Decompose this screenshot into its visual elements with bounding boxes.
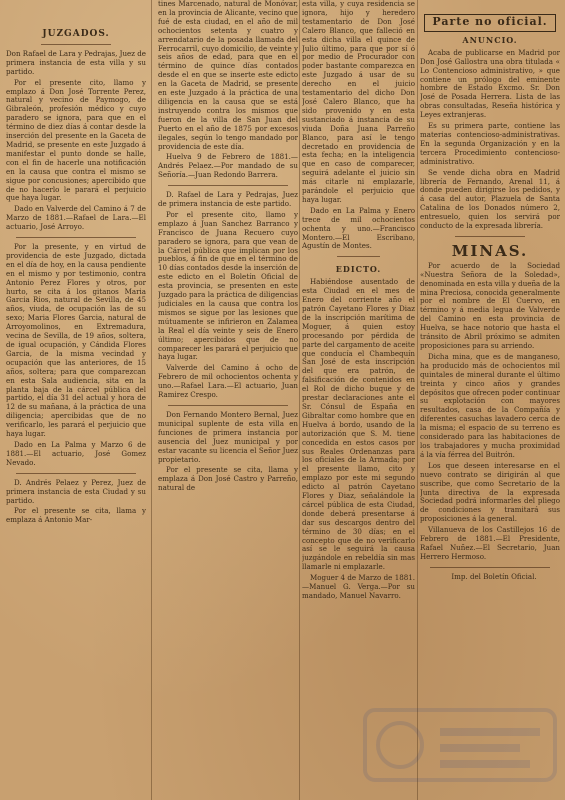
paragraph: Por el presente se cita, llama y emplaza á Antonio Mar- — [6, 506, 146, 525]
column-divider — [417, 0, 418, 800]
paragraph: Dicha mina, que es de manganeso, ha producido más de ochocientos mil quintales de mineral durante el último treinta y cinco años y grandes depósitos que ofrecen poder continuar su explotación con mayores resultados, casa de la Compañía y diferentes casuchas lavadero cerca de la misma; el espacio de su terreno es considerado para las habitaciones de los trabajadores y mucha proximidad á la vía férrea del Buitrón. — [420, 351, 560, 459]
paragraph: Por el presente cito, llamo y emplazo á Juan Sanchez Barranco y Francisco de Juana Recuero cuyo paradero se ignora, para que vean de la Cárcel pública que implican por los pueblos, á fin de que en el término de 10 días contados desde la inserción de este edicto en el Boletín Oficial de esta provincia, se presenten en este Juzgado para la práctica de diligencias judiciales en la causa que contra los mismos se sigue por las lesiones que mútuamente se infirieron en Zalamea la Real el día veinte y seis de Enero último; apercibidos que de no comparecer les parará el perjuicio que haya lugar. — [158, 209, 298, 362]
paragraph: Los que deseen interesarse en el nuevo contrato se dirigirán al que suscribe, que como Secretario de la Junta directiva de la expresada Sociedad podrá informarles del pliego de condiciones y tramitará sus proposiciones á la general. — [420, 460, 560, 524]
divider — [455, 236, 525, 237]
paragraph: Se vende dicha obra en Madrid librería de Fernando, Arenal 11, á donde pueden dirigirse los pedidos, y á casa del autor, Plazuela de Santa Catalina de los Donados número 2, entresuelo, quien los servirá por conducto de la expresada librería. — [420, 167, 560, 231]
paragraph: Dado en La Palma y Enero trece de mil ochocientos ochenta y uno.—Francisco Montero.—El Escribano, Agustín de Montes. — [302, 205, 415, 251]
edicto-heading: EDICTO. — [335, 264, 382, 275]
paragraph: Por acuerdo de la Sociedad «Nuestra Señora de la Soledad», denominada en esta villa y dueña de la mina Preciosa, conocida generalmente por el nombre de El Cuervo, en término y á media legua de Valverde del Camino en esta provincia de Huelva, se hace notorio que hasta el tránsito de Abril próximo se admiten proposiciones para su arriendo. — [420, 260, 560, 350]
divider — [430, 567, 550, 568]
paragraph: Villanueva de los Castillejos 16 de Febrero de 1881.—El Presidente, Rafael Nuñez.—El Secretario, Juan Herrero Hermoso. — [420, 525, 560, 561]
column-divider — [299, 0, 300, 800]
column-1 — [6, 0, 146, 800]
paragraph: Don Fernando Montero Bernal, Juez municipal suplente de esta villa en funciones de primera instancia por ausencia del Juez municipal y por estar vacante su licencia el Señor Juez propietario. — [158, 409, 298, 464]
paragraph: D. Rafael de Lara y Pedrajas, Juez de primera instancia de este partido. — [158, 190, 298, 209]
section-box-title: Parte no oficial. — [424, 14, 556, 32]
paragraph: Moguer 4 de Marzo de 1881.—Manuel G. Verga.—Por su mandado, Manuel Navarro. — [302, 573, 415, 600]
paragraph: Por la presente, y en virtud de providencia de este Juzgado, dictada en el día de hoy, en la causa pendiente en el mismo y por testimonio, contra Antonio Perez Flores y otros, por hurto, se cita á los gitanos Maria Garcia Rios, natural de Sevilla, de 45 años, viuda, de ocupación las de su sexo; Maria Flores Garcia, natural de Arroyomolinos, en Extremadura, vecina de Sevilla, de 19 años, soltera, de igual ocupación, y Cándida Flores Garcia, de la misma vecindad y ocupación que las anteriores, de 15 años, soltera; para que comparezcan en esta Sala audiencia, sita en la planta baja de la cárcel pública del partido, el día 31 del actual y hora de 12 de su mañana, á la práctica de una diligencia; apercibidas que de no verificarlo, les parará el perjuicio que haya lugar. — [6, 242, 146, 439]
column-divider — [151, 0, 152, 800]
paragraph: Por el presente cito, llamo y emplazo á Don José Torrente Perez, natural y vecino de Paymogo, de Gibraleón, profesión médico y cuyo paradero se ignora, para que en el término de diez días á contar desde la inserción del presente en la Gaceta de Madrid, se presente en este Juzgado á manifestar el punto donde se halle, con el fin de hacerle una notificación en la causa que contra el mismo se sigue por concusiones; apercibido que de no hacerlo le parará el perjuicio que haya lugar. — [6, 77, 146, 203]
paragraph: Habiéndose ausentado de esta Ciudad en el mes de Enero del corriente año el patrón Cayetano Flores y Diaz de la inscripción marítima de Moguer, á quien estoy procesando por pérdida de parte del cargamento de aceite que conducía el Chambequín San José de esta inscripción del que era patrón, de falsificación de contenidos en el Rol de dicho buque y de prestar declaraciones ante el Sr. Cónsul de España en Gibraltar como hombre que en Huelva á bordo, usando de la autorización que S. M. tiene concedida en estos casos por sus Reales Ordenanzas para los oficiales de la Armada; por el presente llamo, cito y emplazo por este mi segundo edicto al patrón Cayetano Flores y Diaz, señalándole la cárcel pública de esta Ciudad, donde deberá presentarse á dar sus descargos dentro del término de 30 días; en el concepto que de no verificarlo así se le seguirá la causa juzgándole en rebeldía sin mas llamarle ni emplazarle. — [302, 277, 415, 572]
column-3 — [302, 0, 415, 800]
paragraph: Huelva 9 de Febrero de 1881.—Andrés Pelaez.—Por mandado de su Señoría.—Juan Redondo Barrera. — [158, 152, 298, 180]
imprint: Imp. del Boletín Oficial. — [451, 571, 537, 581]
paragraph: Dado en La Palma y Marzo 6 de 1881.—El actuario, José Gomez Nevado. — [6, 439, 146, 467]
divider — [16, 237, 136, 238]
divider — [168, 185, 288, 186]
paragraph: D. Andrés Pelaez y Perez, Juez de primera instancia de esta Ciudad y su partido. — [6, 477, 146, 505]
paragraph: esta villa, y cuya residencia se ignora, hijo y heredero testamentario de Don José Calero Blanco, que falleció en esta dicha villa el quince de Julio último, para que por sí ó por medio de Procurador con poder bastante comparezca en este Juzgado á usar de su derecho en el juicio testamentario del dicho Don José Calero Blanco, que ha sido provenido y en esta sustanciado á instancia de su viuda Doña Juana Parreño Blanco, para así le tengo decretado en providencia de esta fecha; en la inteligencia que en caso de comparecer, seguirá adelante el juicio sin más citarle ni emplazarle, parándole el perjuicio que haya lugar. — [302, 0, 415, 204]
paragraph: Don Rafael de Lara y Pedrajas, Juez de primera instancia de esta villa y su partido. — [6, 48, 146, 76]
anuncio-heading: ANUNCIO. — [462, 34, 518, 45]
divider — [337, 256, 380, 257]
divider — [168, 405, 288, 406]
paragraph: Dado en Valverde del Camino á 7 de Marzo de 1881.—Rafael de Lara.—El actuario, José Arroyo. — [6, 204, 146, 232]
paragraph: Es su primera parte, contiene las materias contencioso-administrativas. En la segunda Organización y en la tercera Procedimiento contencioso-administrativo. — [420, 121, 560, 166]
paragraph: tines Marcenado, natural de Monóvar, en la provincia de Alicante, vecino que fué de esta ciudad, en el año de mil ochocientos setenta y cuatro y arrendatario de la posada llamada del Ferrocarril, cuyo domicilio, de veinte y seis años de edad, para que en el término de quince días contados desde el en que se inserte este edicto en la Gaceta de Madrid, se presente en este Juzgado á la práctica de una diligencia en la causa que se está instruyendo contra los mismos que fueron de la villa de San Juan del Puerto en el año de 1875 por excesos ilegales, según lo tengo mandado por providencia de este día. — [158, 0, 298, 151]
paragraph: Valverde del Camino á ocho de Febrero de mil ochocientos ochenta y uno.—Rafael Lara.—El actuario, Juan Ramirez Crespo. — [158, 363, 298, 400]
juzgados-heading: JUZGADOS. — [42, 29, 110, 39]
paragraph: Acaba de publicarse en Madrid por Don José Gallostra una obra titulada « Lo Contencioso administrativo, » que contiene un prólogo del eminente hombre de Estado Excmo. Sr. Don José de Posada Herrera. Lista de las obras consultadas, Reseña histórica y Leyes extranjeras. — [420, 47, 560, 120]
column-2 — [158, 0, 298, 800]
paragraph: Por el presente se cita, llama y emplaza á Don José Castro y Parreño, natural de — [158, 465, 298, 493]
divider — [16, 473, 136, 474]
minas-heading: MINAS. — [451, 241, 529, 260]
column-4 — [420, 0, 560, 800]
divider — [41, 44, 111, 45]
